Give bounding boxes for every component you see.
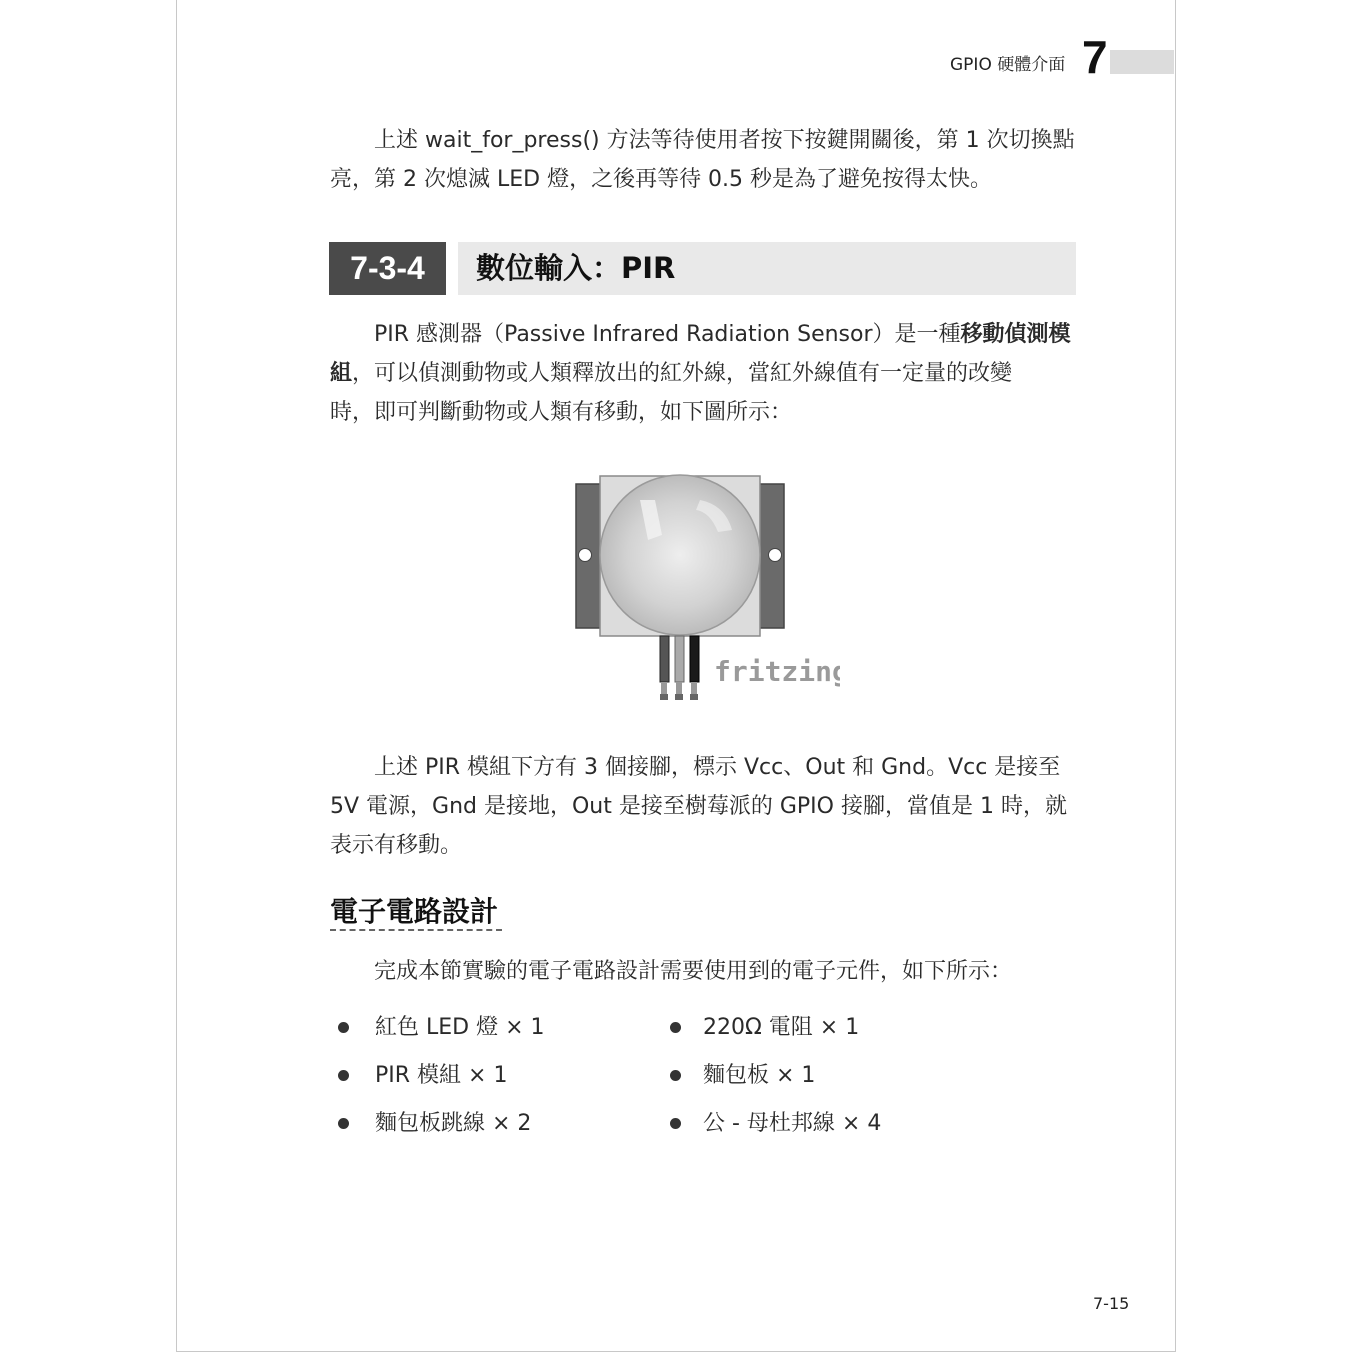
page-number: 7-15 [1093,1294,1130,1313]
bullet-icon [338,1118,349,1129]
paragraph-pins [330,748,1076,865]
bullet-icon [670,1118,681,1129]
section-number: 7-3-4 [329,242,446,295]
paragraph-line: 上述 wait_for_press() 方法等待使用者按下按鍵開關後，第 1 次切換點 [374,128,1075,153]
paragraph-pir-description [330,315,1076,432]
parts-list-item: 麵包板跳線 × 2 [375,1111,532,1136]
pir-sensor-figure [560,470,840,710]
bullet-icon [670,1070,681,1081]
parts-list-item: 220Ω 電阻 × 1 [703,1015,860,1040]
paragraph-line [330,354,1076,393]
paragraph-components-intro [330,952,1076,991]
paragraph-line: 完成本節實驗的電子電路設計需要使用到的電子元件，如下所示： [374,959,1013,984]
parts-list-item: 麵包板 × 1 [703,1063,816,1088]
bullet-icon [338,1022,349,1033]
paragraph-intro [330,121,1076,199]
chapter-number: 7 [1082,31,1108,83]
pir-sensor-illustration [560,470,840,710]
paragraph-line: 5V 電源，Gnd 是接地，Out 是接至樹莓派的 GPIO 接腳，當值是 1 時，就 [330,794,1067,819]
parts-list-item: 紅色 LED 燈 × 1 [375,1015,545,1040]
parts-list-item: 公 - 母杜邦線 × 4 [703,1111,882,1136]
paragraph-line: 時，即可判斷動物或人類有移動，如下圖所示： [330,400,793,425]
bullet-icon [670,1022,681,1033]
parts-list-item: PIR 模組 × 1 [375,1063,508,1088]
bold-term: 組 [330,361,353,386]
paragraph-text: ，可以偵測動物或人類釋放出的紅外線，當紅外線值有一定量的改變 [352,361,1013,386]
fritzing-watermark: fritzing [714,655,840,688]
paragraph-line [330,315,1076,354]
paragraph-line: 上述 PIR 模組下方有 3 個接腳，標示 Vcc、Out 和 Gnd。Vcc 是接至 [374,755,1061,780]
paragraph-line: 亮，第 2 次熄滅 LED 燈，之後再等待 0.5 秒是為了避免按得太快。 [330,167,993,192]
bullet-icon [338,1070,349,1081]
running-header-title: GPIO 硬體介面 [950,55,1066,75]
paragraph-line: 表示有移動。 [330,833,463,858]
subsection-underline [330,929,502,931]
paragraph-text: PIR 感測器（Passive Infrared Radiation Sensor）是一種 [374,322,961,347]
bold-term: 移動偵測模 [960,322,1071,347]
subsection-title: 電子電路設計 [330,895,499,928]
header-bar [1110,50,1174,74]
section-title: 數位輸入：PIR [476,251,676,285]
